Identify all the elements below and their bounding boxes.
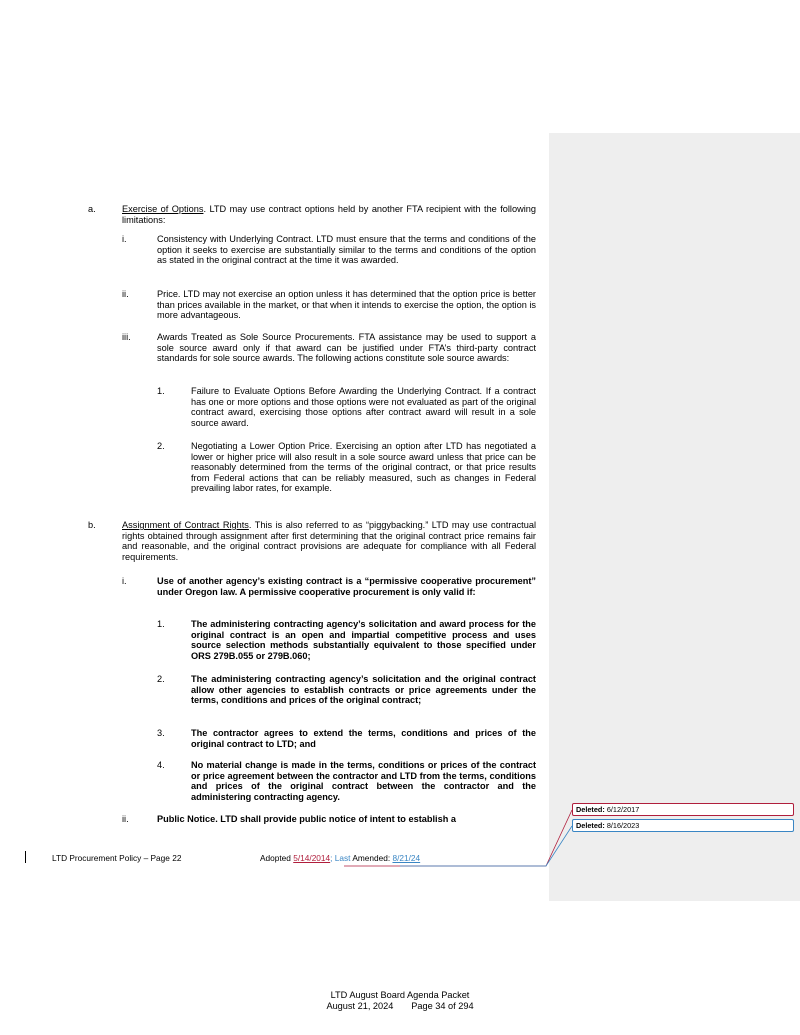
adopted-semicolon: ; <box>330 853 333 863</box>
a-item-i-text: Consistency with Underlying Contract. LTD must ensure that the terms and conditions of the option it seeks to exercise are substantially similar to the terms and conditions of the option as stated in the original contract at the time it was awarded. <box>157 234 536 266</box>
b-subitem-4-text: No material change is made in the terms, conditions or prices of the contract or price agreement between the contractor and LTD from the terms, conditions and prices of the original contract between the contractor and the administering contracting agency. <box>191 760 536 802</box>
comment-1-label: Deleted: <box>576 805 605 814</box>
adopted-label: Adopted <box>260 853 291 863</box>
section-a-heading: Exercise of Options <box>122 204 204 214</box>
b-subitem-3-marker: 3. <box>157 728 165 738</box>
b-item-ii-text: Public Notice. LTD shall provide public notice of intent to establish a <box>157 814 456 824</box>
comment-margin-panel <box>549 133 800 901</box>
b-subitem-4-marker: 4. <box>157 760 165 770</box>
b-subitem-2-marker: 2. <box>157 674 165 684</box>
b-subitem-3-text: The contractor agrees to extend the terms, conditions and prices of the original contract to LTD; and <box>191 728 536 749</box>
b-item-i-text: Use of another agency’s existing contract is a “permissive cooperative procurement” under Oregon law. A permissive cooperative procurement is only valid if: <box>157 576 536 597</box>
change-bar <box>25 851 26 863</box>
amended-date: 8/21/24 <box>392 853 421 863</box>
amended-label: Amended: <box>352 853 391 863</box>
section-a-paragraph <box>122 204 536 225</box>
a-subitem-1-marker: 1. <box>157 386 165 396</box>
comment-2-value: 8/16/2023 <box>606 821 640 830</box>
a-subitem-2-marker: 2. <box>157 441 165 451</box>
b-subitem-2-text: The administering contracting agency’s solicitation and the original contract allow other agencies to establish contracts or price agreements under the terms, conditions and prices of the original contract; <box>191 674 536 706</box>
section-b-paragraph <box>122 520 536 562</box>
section-b-heading: Assignment of Contract Rights <box>122 520 249 530</box>
packet-date: August 21, 2024 <box>326 1001 394 1011</box>
a-item-iii-marker: iii. <box>122 332 131 342</box>
b-subitem-1-text: The administering contracting agency’s solicitation and award process for the original contract is an open and impartial competitive process and uses source selection methods substantially equivalent to those specified under ORS 279B.055 or 279B.060; <box>191 619 536 661</box>
comment-1-value: 6/12/2017 <box>606 805 640 814</box>
a-subitem-1-text: Failure to Evaluate Options Before Awarding the Underlying Contract. If a contract has one or more options and those options were not evaluated as part of the original contract award, exercising those options after contract award will result in a sole source award. <box>191 386 536 428</box>
b-subitem-1-marker: 1. <box>157 619 165 629</box>
footer-adopted <box>260 853 420 863</box>
packet-title: LTD August Board Agenda Packet <box>330 990 470 1000</box>
blue-connector <box>400 826 572 866</box>
section-a-marker: a. <box>88 204 96 214</box>
a-subitem-2-text: Negotiating a Lower Option Price. Exercising an option after LTD has negotiated a lower or higher price will also result in a sole source award unless that price can be reasonably determined from the terms of the original contract, or that price results from Federal actions that can be reliably measured, such as changes in Federal prevailing labor rates, for example. <box>191 441 536 494</box>
b-item-ii-marker: ii. <box>122 814 129 824</box>
last-label: Last <box>334 853 351 863</box>
b-item-i-marker: i. <box>122 576 127 586</box>
deleted-comment-2[interactable] <box>572 819 794 832</box>
section-b-marker: b. <box>88 520 96 530</box>
deleted-comment-1[interactable] <box>572 803 794 816</box>
a-item-i-marker: i. <box>122 234 127 244</box>
footer-title: LTD Procurement Policy – Page 22 <box>52 853 182 863</box>
packet-page-number: Page 34 of 294 <box>411 1001 474 1011</box>
adopted-date: 5/14/2014 <box>293 853 331 863</box>
a-item-ii-marker: ii. <box>122 289 129 299</box>
a-item-iii-text: Awards Treated as Sole Source Procurements. FTA assistance may be used to support a sole source award only if that award can be justified under FTA’s third-party contract standards for sole source awards. The following actions constitute sole source awards: <box>157 332 536 364</box>
section-b-text: . This is also referred to as “piggybacking.” LTD may use contractual rights obtained through assignment after first determining that the original contract price remains fair and reasonable, and the original contract provisions are adequate for compliance with all Federal requirements. <box>122 520 536 562</box>
a-item-ii-text: Price. LTD may not exercise an option unless it has determined that the option price is better than prices available in the market, or that when it intends to exercise the option, the option is more advantageous. <box>157 289 536 321</box>
packet-date-line <box>0 1001 800 1012</box>
section-a-text: . LTD may use contract options held by another FTA recipient with the following limitations: <box>122 204 536 225</box>
comment-2-label: Deleted: <box>576 821 605 830</box>
